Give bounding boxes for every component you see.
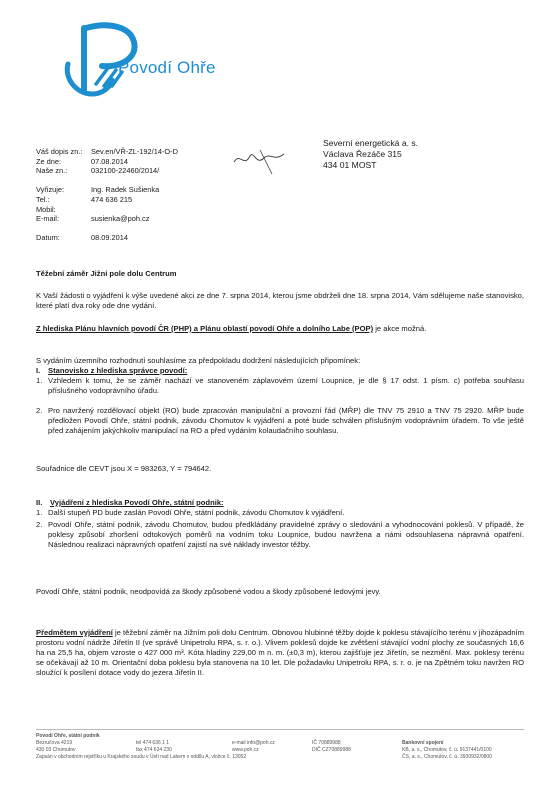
reference-row [36,214,178,224]
reference-row [36,233,178,243]
section-2-heading [36,498,524,508]
reference-row [36,195,178,205]
item-number: 1. [36,376,43,385]
footer-phone [136,740,172,754]
footer-web [232,740,275,754]
reference-label [36,224,91,234]
reference-label: Váš dopis zn.: [36,147,83,156]
footer-bank [402,740,492,761]
footer-divider [36,729,524,730]
footer-bank-cs: ČS, a. s., Chomutov, č. ú. 3930932/0800 [402,754,492,760]
section-2-number: II. [36,498,43,507]
liability-statement: Povodí Ohře, státní podnik, neodpovídá za škody způsobené vodou a škody způsobené ledovými jevy. [36,587,381,596]
section-2-item [36,520,524,550]
footer-email: e-mail info@poh.cz [232,740,275,746]
addressee-city: 434 01 MOST [323,160,377,170]
reference-value: Sev.en/VŘ-ZL-192/14-O-D [91,147,178,156]
section-1-item [36,376,524,396]
reference-row [36,176,178,186]
item-number: 2. [36,520,43,529]
reference-row [36,205,178,215]
handwritten-signature [230,148,290,176]
section-2-title: Vyjádření z hlediska Povodí Ohře, státní podnik: [50,498,224,507]
reference-row [36,166,178,176]
addressee-block [323,138,418,171]
coordinates-line: Souřadnice dle CEVT jsou X = 983263, Y = 794642. [36,464,212,473]
footer-website: www.poh.cz [232,747,259,753]
footer-bank-title: Bankovní spojení [402,740,444,746]
section-1-item [36,406,524,436]
subject-paragraph-label: Předmětem vyjádření [36,628,113,637]
plan-statement [36,324,524,334]
addressee-street: Václava Řezáče 315 [323,149,402,159]
section-1-title: Stanovisko z hlediska správce povodí: [48,366,188,375]
footer-city: 430 03 Chomutov [36,747,76,753]
item-text: Pro navržený rozdělovací objekt (RO) bude zpracován manipulační a provozní řád (MŘP) dle TNV 75 2910 a TNV 75 2920. MŘP bude předložen Povodí Ohře, státní podnik, závodu Chomutov k vyjádření a poté bude schválen příslušným vodoprávním úřadem. To vše ještě před zahájením jakýchkoliv manipulací na RO a před vydáním kolaudačního souhlasu. [48,406,524,435]
section-1-heading [36,366,524,376]
reference-block [36,147,178,243]
section-2-item [36,508,524,518]
reference-row [36,185,178,195]
item-number: 1. [36,508,43,517]
addressee-company: Severní energetická a. s. [323,138,419,148]
subject-paragraph-text: je těžební záměr na Jižním poli dolu Centrum. Obnovou hlubinné těžby dojde k poklesu stávajícího terénu v jihozápadním prostoru vodní nádrže Jiřetín II (ve správě Unipetrolu RPA, s. r. o.). Vlivem poklesů dojde ke zvětšení stávající vodní plochy ze současných 16,6 ha na 25,5 ha, objem vzroste o 427 000 m³. Kóta hladiny 229,00 m n. m. (±0,3 m), kterou zajišťuje jez Jiřetín, se nezmění. Max. poklesy terénu se očekávají až 10 m. Orientační doba poklesu byla stanovena na 10 let. Dle požadavku Unipetrolu RPA, s. r. o. je na Zpětném toku navržen RO sloužící k posílení dotace vody do jezera Jiřetín II. [36,628,524,677]
item-text: Další stupeň PD bude zaslán Povodí Ohře, státní podnik, závodu Chomutov k vyjádření. [48,508,345,517]
footer-company: Povodí Ohře, státní podnik [36,733,100,739]
plan-heading: Z hlediska Plánu hlavních povodí ČR (PHP) a Plánu oblastí povodí Ohře a dolního Labe (POP) [36,324,374,333]
intro-paragraph: K Vaší žádosti o vyjádření k výše uvedené akci ze dne 7. srpna 2014, kterou jsme obdrželi dne 18. srpna 2014, Vám sdělujeme naše stanovisko, které platí dva roky ode dne vydání. [36,291,524,310]
reference-row [36,147,178,157]
footer-tel: tel 474 636 1 1 [136,740,170,746]
footer-bank-kb: KB, a. s., Chomutov, č. ú. 9137441/0100 [402,747,492,753]
footer-dic: DIČ CZ70889988 [312,747,351,753]
reference-label: E-mail: [36,214,59,224]
reference-value: 474 636 215 [91,194,133,204]
reference-label: Vyřizuje: [36,185,65,195]
item-text: Povodí Ohře, státní podnik, závodu Chomutov, budou předkládány pravidelné zprávy o sledování a vyhodnocování poklesů. V případě, že poklesy způsobí zhoršení odtokových poměrů na vodním toku Loupnice, budou navržena a námi odsouhlasena nápravná opatření. Následnou realizaci nápravných opatření zajistí na své náklady investor těžby. [48,520,524,549]
footer-ico: IČ 70889988 [312,740,341,746]
reference-value[interactable]: susienka@poh.cz [91,214,150,224]
reference-value: 032100-22460/2014/ [91,166,160,176]
reference-value: 08.09.2014 [91,233,128,243]
reference-row [36,224,178,234]
reference-label: Naše zn.: [36,166,68,176]
subject-paragraph [36,628,524,678]
reference-value: Ing. Radek Sušienka [91,185,160,195]
footer-ids [312,740,351,754]
reference-label [36,176,91,186]
logo-wordmark: Povodí Ohře [118,58,216,77]
reference-value: 07.08.2014 [91,156,128,166]
reference-label: Mobil: [36,204,56,214]
footer-street: Bezručova 4219 [36,740,73,746]
reference-label: Datum: [36,233,60,243]
reference-label: Ze dne: [36,156,62,166]
section-1-number: I. [36,366,41,375]
footer-fax: fax 474 624 230 [136,747,172,753]
letter-subject: Těžební záměr Jižní pole dolu Centrum [36,269,177,278]
footer-registry: Zapsán v obchodním rejstříku u Krajského soudu v Ústí nad Labem v oddílu A, vložce č. 13052 [36,754,247,760]
item-number: 2. [36,406,43,415]
plan-heading-tail: je akce možná. [373,324,427,333]
reference-label: Tel.: [36,194,50,204]
item-text: Vzhledem k tomu, že se záměr nachází ve stanoveném záplavovém území Loupnice, je dle § 17 odst. 1 písm. c) potřeba souhlasu příslušného vodoprávního úřadu. [48,376,524,395]
reference-row [36,157,178,167]
conditions-lead: S vydáním územního rozhodnutí souhlasíme za předpokladu dodržení následujících připomínek: [36,356,361,365]
